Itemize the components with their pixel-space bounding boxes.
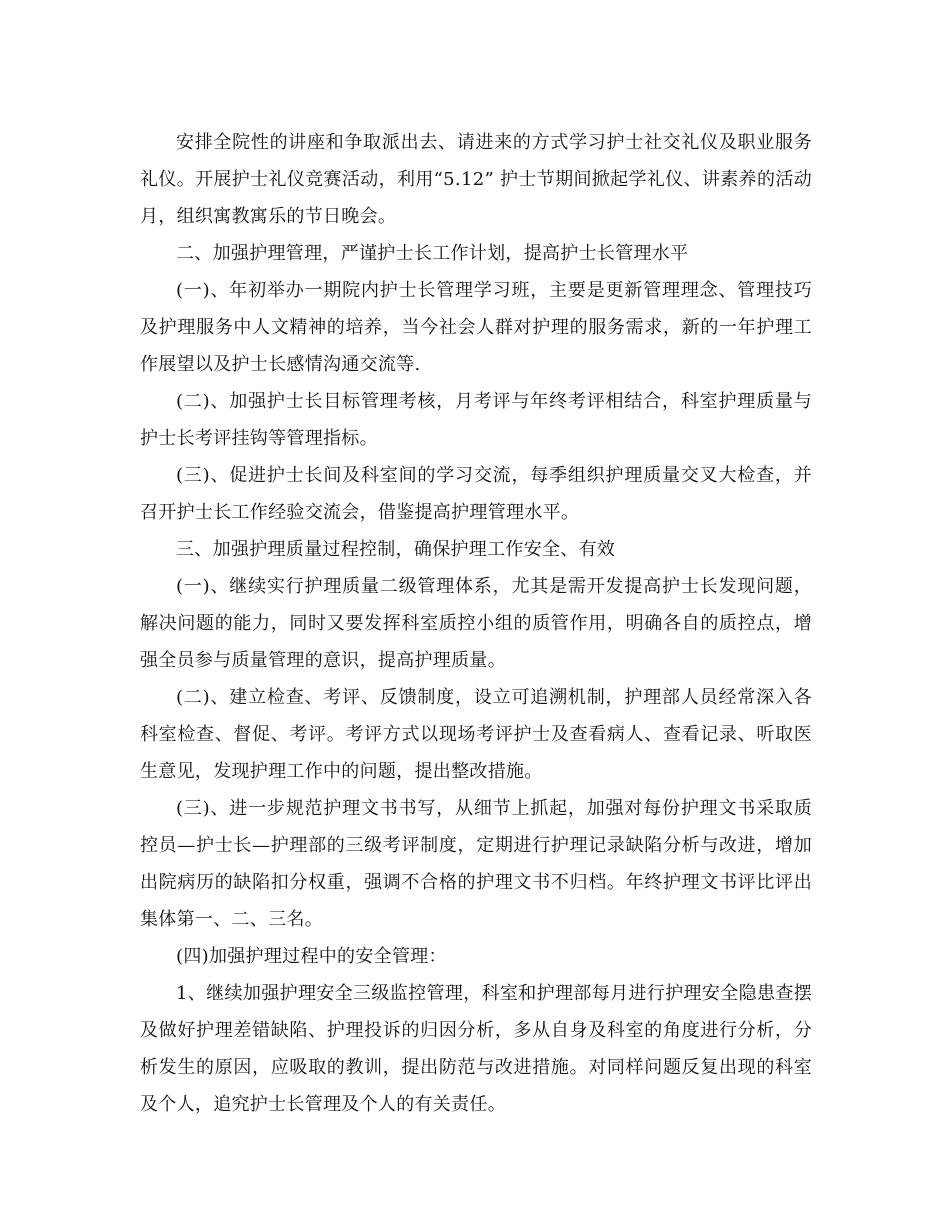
paragraph-3-4-heading: (四)加强护理过程中的安全管理： xyxy=(176,946,447,967)
section-heading-2: 二、加强护理管理，严谨护士长工作计划，提高护士长管理水平 xyxy=(176,243,689,264)
paragraph-2-2: (二)、加强护士长目标管理考核，月考评与年终考评相结合，科室护理质量与护士长考评挂钩等管理指标。 xyxy=(140,391,812,449)
document-body xyxy=(140,124,812,1123)
paragraph-2-1: (一)、年初举办一期院内护士长管理学习班，主要是更新管理理念、管理技巧及护理服务中人文精神的培养，当今社会人群对护理的服务需求，新的一年护理工作展望以及护士长感情沟通交流等. xyxy=(140,280,812,375)
section-heading-3: 三、加强护理质量过程控制，确保护理工作安全、有效 xyxy=(176,539,616,560)
paragraph-etiquette-training: 安排全院性的讲座和争取派出去、请进来的方式学习护士社交礼仪及职业服务礼仪。开展护士礼仪竞赛活动，利用“5.12” 护士节期间掀起学礼仪、讲素养的活动月，组织寓教寓乐的节日晚会。 xyxy=(140,132,812,227)
paragraph-3-3: (三)、进一步规范护理文书书写，从细节上抓起，加强对每份护理文书采取质控员—护士长—护理部的三级考评制度，定期进行护理记录缺陷分析与改进，增加出院病历的缺陷扣分权重，强调不合格的护理文书不归档。年终护理文书评比评出集体第一、二、三名。 xyxy=(140,798,812,930)
paragraph-3-2: (二)、建立检查、考评、反馈制度，设立可追溯机制，护理部人员经常深入各科室检查、督促、考评。考评方式以现场考评护士及查看病人、查看记录、听取医生意见，发现护理工作中的问题，提出整改措施。 xyxy=(140,687,812,782)
paragraph-3-1: (一)、继续实行护理质量二级管理体系，尤其是需开发提高护士长发现问题，解决问题的能力，同时又要发挥科室质控小组的质管作用，明确各自的质控点，增强全员参与质量管理的意识，提高护理质量。 xyxy=(140,576,812,671)
paragraph-3-4-1: 1、继续加强护理安全三级监控管理，科室和护理部每月进行护理安全隐患查摆及做好护理差错缺陷、护理投诉的归因分析，多从自身及科室的角度进行分析，分析发生的原因，应吸取的教训，提出防范与改进措施。对同样问题反复出现的科室及个人，追究护士长管理及个人的有关责任。 xyxy=(140,983,812,1115)
paragraph-2-3: (三)、促进护士长间及科室间的学习交流，每季组织护理质量交叉大检查，并召开护士长工作经验交流会，借鉴提高护理管理水平。 xyxy=(140,465,812,523)
